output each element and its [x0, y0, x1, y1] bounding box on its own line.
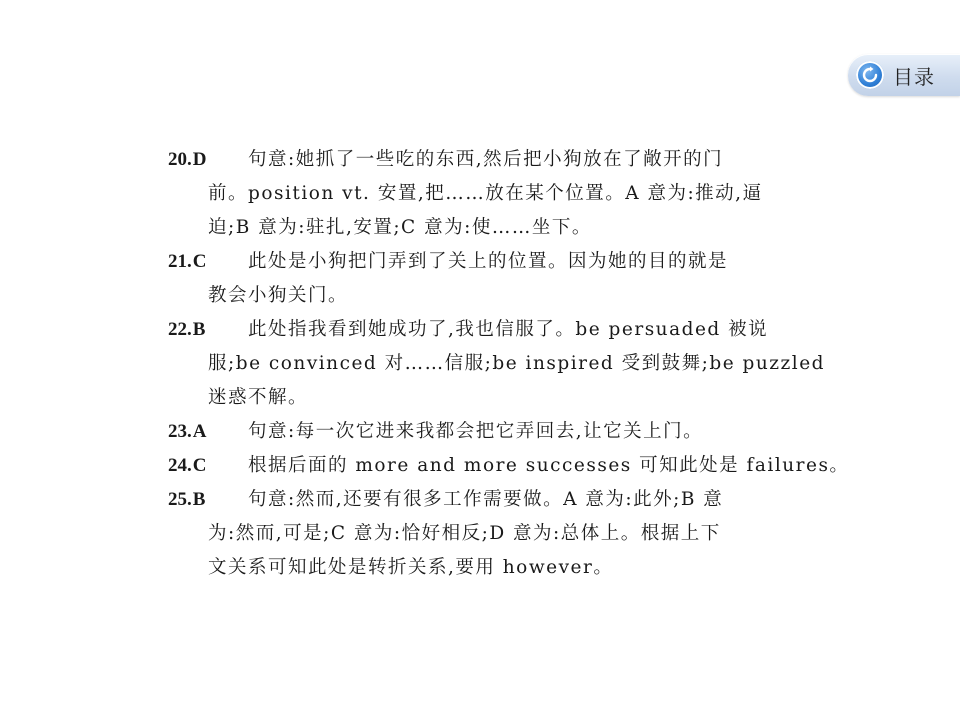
- explanation-line: 服;be convinced 对……信服;be inspired 受到鼓舞;be puzzled: [208, 353, 826, 374]
- question-number: 22.B: [168, 319, 206, 340]
- toc-button[interactable]: [848, 54, 960, 96]
- explanation-line: 此处指我看到她成功了,我也信服了。be persuaded 被说: [248, 319, 769, 340]
- answer-item-24: [168, 449, 850, 483]
- explanation-line: 迫;B 意为:驻扎,安置;C 意为:使……坐下。: [208, 217, 592, 238]
- toc-label: 目录: [893, 64, 935, 89]
- refresh-circle-icon: [856, 61, 884, 89]
- explanation-line: 句意:她抓了一些吃的东西,然后把小狗放在了敞开的门: [248, 149, 724, 170]
- answer-item-22: [168, 313, 826, 415]
- answer-item-20: [168, 143, 812, 245]
- question-number: 25.B: [168, 489, 206, 510]
- question-number: 21.C: [168, 251, 207, 272]
- explanation-line: 根据后面的 more and more successes 可知此处是 failures。: [248, 455, 850, 476]
- explanation-line: 教会小狗关门。: [208, 285, 349, 306]
- explanation-line: 句意:然而,还要有很多工作需要做。A 意为:此外;B 意: [248, 489, 724, 510]
- question-number: 23.A: [168, 421, 207, 442]
- answer-item-25: [168, 483, 812, 585]
- explanation-line: 前。position vt. 安置,把……放在某个位置。A 意为:推动,逼: [208, 183, 763, 204]
- explanation-line: 为:然而,可是;C 意为:恰好相反;D 意为:总体上。根据上下: [208, 523, 721, 544]
- explanation-line: 此处是小狗把门弄到了关上的位置。因为她的目的就是: [248, 251, 729, 272]
- question-number: 24.C: [168, 455, 207, 476]
- answer-item-21: [168, 245, 812, 313]
- question-number: 20.D: [168, 149, 207, 170]
- answer-explanations: [168, 143, 850, 585]
- answer-item-23: [168, 415, 812, 449]
- explanation-line: 迷惑不解。: [208, 387, 309, 408]
- explanation-line: 文关系可知此处是转折关系,要用 however。: [208, 557, 614, 578]
- explanation-line: 句意:每一次它进来我都会把它弄回去,让它关上门。: [248, 421, 704, 442]
